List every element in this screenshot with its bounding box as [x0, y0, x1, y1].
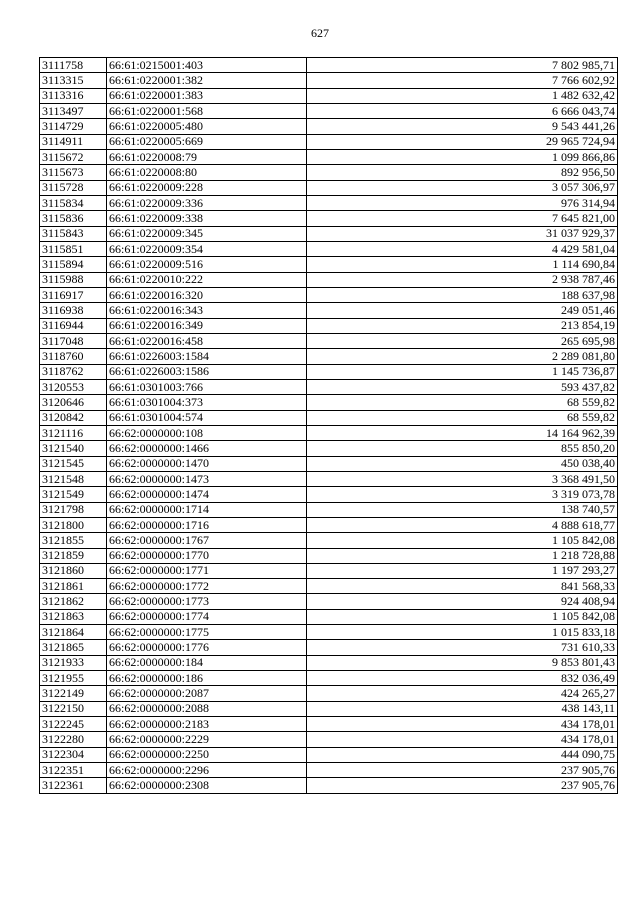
- cadastral-number-cell: 66:61:0220016:320: [107, 287, 307, 302]
- cadastral-number-cell: 66:62:0000000:184: [107, 655, 307, 670]
- cadastral-number-cell: 66:62:0000000:1716: [107, 517, 307, 532]
- value-cell: 3 368 491,50: [307, 471, 618, 486]
- value-cell: 832 036,49: [307, 671, 618, 686]
- table-row: [40, 211, 618, 226]
- row-id-cell: 3120842: [40, 410, 107, 425]
- row-id-cell: 3121955: [40, 671, 107, 686]
- value-cell: 434 178,01: [307, 732, 618, 747]
- table-row: [40, 579, 618, 594]
- cadastral-number-cell: 66:61:0220016:458: [107, 333, 307, 348]
- table-row: [40, 563, 618, 578]
- cadastral-number-cell: 66:62:0000000:1773: [107, 594, 307, 609]
- cadastral-number-cell: 66:62:0000000:108: [107, 425, 307, 440]
- row-id-cell: 3115851: [40, 241, 107, 256]
- value-cell: 9 853 801,43: [307, 655, 618, 670]
- row-id-cell: 3116944: [40, 318, 107, 333]
- row-id-cell: 3122150: [40, 701, 107, 716]
- row-id-cell: 3113315: [40, 73, 107, 88]
- value-cell: 249 051,46: [307, 303, 618, 318]
- row-id-cell: 3121864: [40, 625, 107, 640]
- row-id-cell: 3115988: [40, 272, 107, 287]
- value-cell: 1 105 842,08: [307, 609, 618, 624]
- table-row: [40, 241, 618, 256]
- value-cell: 1 099 866,86: [307, 149, 618, 164]
- table-row: [40, 88, 618, 103]
- cadastral-number-cell: 66:62:0000000:1466: [107, 441, 307, 456]
- table-row: [40, 594, 618, 609]
- value-cell: 1 114 690,84: [307, 257, 618, 272]
- row-id-cell: 3115843: [40, 226, 107, 241]
- row-id-cell: 3115894: [40, 257, 107, 272]
- value-cell: 1 145 736,87: [307, 364, 618, 379]
- cadastral-number-cell: 66:62:0000000:2250: [107, 747, 307, 762]
- cadastral-number-cell: 66:62:0000000:2308: [107, 778, 307, 793]
- row-id-cell: 3120646: [40, 395, 107, 410]
- cadastral-number-cell: 66:61:0220009:516: [107, 257, 307, 272]
- page-number: 627: [311, 26, 329, 40]
- value-cell: 1 105 842,08: [307, 533, 618, 548]
- cadastral-number-cell: 66:61:0301003:766: [107, 379, 307, 394]
- table-row: [40, 533, 618, 548]
- cadastral-number-cell: 66:61:0220016:343: [107, 303, 307, 318]
- table-row: [40, 686, 618, 701]
- table-row: [40, 548, 618, 563]
- row-id-cell: 3121862: [40, 594, 107, 609]
- value-cell: 6 666 043,74: [307, 103, 618, 118]
- cadastral-number-cell: 66:61:0220001:382: [107, 73, 307, 88]
- table-row: [40, 625, 618, 640]
- row-id-cell: 3121548: [40, 471, 107, 486]
- value-cell: 450 038,40: [307, 456, 618, 471]
- value-cell: 1 015 833,18: [307, 625, 618, 640]
- table-row: [40, 655, 618, 670]
- table-row: [40, 671, 618, 686]
- value-cell: 444 090,75: [307, 747, 618, 762]
- table-row: [40, 349, 618, 364]
- value-cell: 7 802 985,71: [307, 58, 618, 73]
- cadastral-number-cell: 66:62:0000000:1470: [107, 456, 307, 471]
- row-id-cell: 3121549: [40, 487, 107, 502]
- value-cell: 593 437,82: [307, 379, 618, 394]
- row-id-cell: 3121861: [40, 579, 107, 594]
- table-row: [40, 487, 618, 502]
- table-row: [40, 134, 618, 149]
- value-cell: 424 265,27: [307, 686, 618, 701]
- value-cell: 1 218 728,88: [307, 548, 618, 563]
- value-cell: 237 905,76: [307, 763, 618, 778]
- cadastral-number-cell: 66:61:0220009:354: [107, 241, 307, 256]
- value-cell: 31 037 929,37: [307, 226, 618, 241]
- row-id-cell: 3121798: [40, 502, 107, 517]
- cadastral-number-cell: 66:62:0000000:186: [107, 671, 307, 686]
- table-row: [40, 778, 618, 793]
- table-row: [40, 456, 618, 471]
- row-id-cell: 3122304: [40, 747, 107, 762]
- value-cell: 188 637,98: [307, 287, 618, 302]
- cadastral-number-cell: 66:62:0000000:2183: [107, 717, 307, 732]
- table-row: [40, 318, 618, 333]
- cadastral-number-cell: 66:62:0000000:1767: [107, 533, 307, 548]
- value-cell: 731 610,33: [307, 640, 618, 655]
- cadastral-number-cell: 66:61:0220008:79: [107, 149, 307, 164]
- table-row: [40, 272, 618, 287]
- cadastral-number-cell: 66:61:0220009:336: [107, 195, 307, 210]
- table-row: [40, 226, 618, 241]
- row-id-cell: 3113316: [40, 88, 107, 103]
- value-cell: 7 766 602,92: [307, 73, 618, 88]
- cadastral-number-cell: 66:61:0220010:222: [107, 272, 307, 287]
- cadastral-number-cell: 66:61:0220005:480: [107, 119, 307, 134]
- value-cell: 265 695,98: [307, 333, 618, 348]
- cadastral-number-cell: 66:61:0301004:574: [107, 410, 307, 425]
- row-id-cell: 3122245: [40, 717, 107, 732]
- row-id-cell: 3122280: [40, 732, 107, 747]
- row-id-cell: 3121800: [40, 517, 107, 532]
- cadastral-number-cell: 66:61:0220001:568: [107, 103, 307, 118]
- row-id-cell: 3115673: [40, 165, 107, 180]
- value-cell: 976 314,94: [307, 195, 618, 210]
- row-id-cell: 3121116: [40, 425, 107, 440]
- cadastral-number-cell: 66:62:0000000:1474: [107, 487, 307, 502]
- cadastral-number-cell: 66:62:0000000:1772: [107, 579, 307, 594]
- value-cell: 68 559,82: [307, 410, 618, 425]
- table-row: [40, 379, 618, 394]
- value-cell: 434 178,01: [307, 717, 618, 732]
- row-id-cell: 3115728: [40, 180, 107, 195]
- value-cell: 3 057 306,97: [307, 180, 618, 195]
- value-cell: 438 143,11: [307, 701, 618, 716]
- row-id-cell: 3121545: [40, 456, 107, 471]
- row-id-cell: 3116938: [40, 303, 107, 318]
- table-body: [40, 58, 618, 794]
- row-id-cell: 3117048: [40, 333, 107, 348]
- table-row: [40, 517, 618, 532]
- value-cell: 855 850,20: [307, 441, 618, 456]
- row-id-cell: 3114911: [40, 134, 107, 149]
- value-cell: 14 164 962,39: [307, 425, 618, 440]
- row-id-cell: 3115672: [40, 149, 107, 164]
- row-id-cell: 3121859: [40, 548, 107, 563]
- row-id-cell: 3122351: [40, 763, 107, 778]
- data-table: [39, 57, 618, 794]
- row-id-cell: 3118760: [40, 349, 107, 364]
- value-cell: 29 965 724,94: [307, 134, 618, 149]
- row-id-cell: 3121540: [40, 441, 107, 456]
- value-cell: 213 854,19: [307, 318, 618, 333]
- table-row: [40, 701, 618, 716]
- table-row: [40, 119, 618, 134]
- table-row: [40, 410, 618, 425]
- cadastral-number-cell: 66:62:0000000:1774: [107, 609, 307, 624]
- cadastral-number-cell: 66:62:0000000:1770: [107, 548, 307, 563]
- row-id-cell: 3111758: [40, 58, 107, 73]
- row-id-cell: 3120553: [40, 379, 107, 394]
- value-cell: 4 429 581,04: [307, 241, 618, 256]
- cadastral-number-cell: 66:62:0000000:1714: [107, 502, 307, 517]
- row-id-cell: 3118762: [40, 364, 107, 379]
- cadastral-number-cell: 66:61:0220008:80: [107, 165, 307, 180]
- table-row: [40, 609, 618, 624]
- cadastral-number-cell: 66:61:0220001:383: [107, 88, 307, 103]
- table-row: [40, 257, 618, 272]
- table-row: [40, 717, 618, 732]
- table-row: [40, 333, 618, 348]
- table-row: [40, 441, 618, 456]
- value-cell: 9 543 441,26: [307, 119, 618, 134]
- cadastral-number-cell: 66:62:0000000:2229: [107, 732, 307, 747]
- table-row: [40, 195, 618, 210]
- table-row: [40, 165, 618, 180]
- cadastral-number-cell: 66:62:0000000:2087: [107, 686, 307, 701]
- cadastral-number-cell: 66:62:0000000:1771: [107, 563, 307, 578]
- value-cell: 892 956,50: [307, 165, 618, 180]
- row-id-cell: 3121863: [40, 609, 107, 624]
- value-cell: 1 197 293,27: [307, 563, 618, 578]
- cadastral-number-cell: 66:62:0000000:1776: [107, 640, 307, 655]
- value-cell: 2 938 787,46: [307, 272, 618, 287]
- table-row: [40, 747, 618, 762]
- table-row: [40, 471, 618, 486]
- cadastral-number-cell: 66:61:0220009:338: [107, 211, 307, 226]
- cadastral-number-cell: 66:62:0000000:1473: [107, 471, 307, 486]
- cadastral-number-cell: 66:62:0000000:2296: [107, 763, 307, 778]
- table-row: [40, 149, 618, 164]
- value-cell: 841 568,33: [307, 579, 618, 594]
- cadastral-number-cell: 66:61:0220016:349: [107, 318, 307, 333]
- table-row: [40, 58, 618, 73]
- table-row: [40, 763, 618, 778]
- value-cell: 237 905,76: [307, 778, 618, 793]
- row-id-cell: 3115836: [40, 211, 107, 226]
- table-row: [40, 425, 618, 440]
- value-cell: 4 888 618,77: [307, 517, 618, 532]
- value-cell: 2 289 081,80: [307, 349, 618, 364]
- table-row: [40, 395, 618, 410]
- cadastral-number-cell: 66:62:0000000:1775: [107, 625, 307, 640]
- value-cell: 924 408,94: [307, 594, 618, 609]
- value-cell: 138 740,57: [307, 502, 618, 517]
- row-id-cell: 3113497: [40, 103, 107, 118]
- table-row: [40, 364, 618, 379]
- value-cell: 1 482 632,42: [307, 88, 618, 103]
- row-id-cell: 3116917: [40, 287, 107, 302]
- cadastral-number-cell: 66:62:0000000:2088: [107, 701, 307, 716]
- value-cell: 3 319 073,78: [307, 487, 618, 502]
- table-row: [40, 180, 618, 195]
- row-id-cell: 3121865: [40, 640, 107, 655]
- table-row: [40, 640, 618, 655]
- value-cell: 7 645 821,00: [307, 211, 618, 226]
- row-id-cell: 3121855: [40, 533, 107, 548]
- cadastral-number-cell: 66:61:0220009:345: [107, 226, 307, 241]
- row-id-cell: 3121860: [40, 563, 107, 578]
- cadastral-number-cell: 66:61:0226003:1584: [107, 349, 307, 364]
- row-id-cell: 3122361: [40, 778, 107, 793]
- table-row: [40, 303, 618, 318]
- table-row: [40, 502, 618, 517]
- row-id-cell: 3122149: [40, 686, 107, 701]
- table-row: [40, 73, 618, 88]
- row-id-cell: 3121933: [40, 655, 107, 670]
- table-row: [40, 103, 618, 118]
- row-id-cell: 3114729: [40, 119, 107, 134]
- row-id-cell: 3115834: [40, 195, 107, 210]
- cadastral-number-cell: 66:61:0215001:403: [107, 58, 307, 73]
- cadastral-number-cell: 66:61:0220009:228: [107, 180, 307, 195]
- cadastral-number-cell: 66:61:0226003:1586: [107, 364, 307, 379]
- cadastral-number-cell: 66:61:0301004:373: [107, 395, 307, 410]
- table-row: [40, 732, 618, 747]
- cadastral-number-cell: 66:61:0220005:669: [107, 134, 307, 149]
- value-cell: 68 559,82: [307, 395, 618, 410]
- table-row: [40, 287, 618, 302]
